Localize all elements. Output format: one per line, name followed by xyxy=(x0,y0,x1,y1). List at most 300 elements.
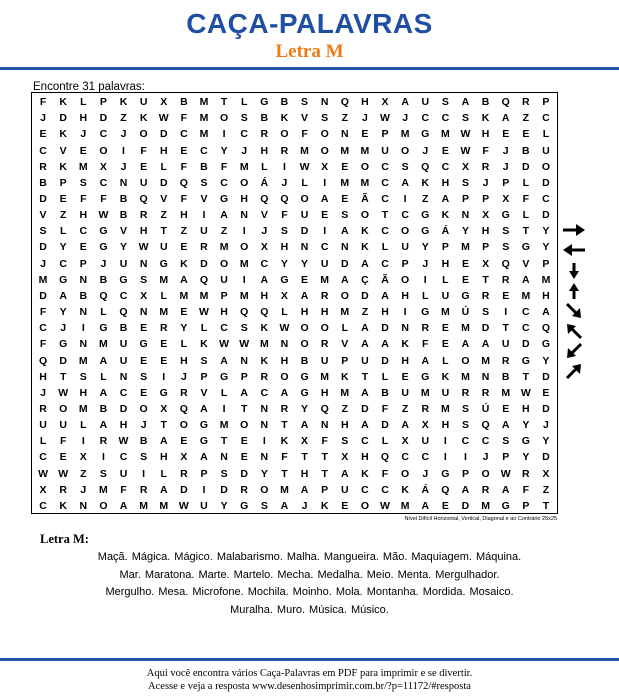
grid-cell: Y xyxy=(542,435,550,448)
grid-cell: X xyxy=(260,241,268,254)
grid-cell: W xyxy=(520,386,531,399)
grid-cell: B xyxy=(522,144,530,157)
grid-cell: A xyxy=(340,273,349,286)
grid-cell: E xyxy=(160,354,168,367)
grid-cell: R xyxy=(39,402,47,415)
grid-cell: O xyxy=(461,354,470,367)
grid-cell: M xyxy=(440,306,450,319)
grid-cell: B xyxy=(119,192,128,205)
grid-cell: H xyxy=(441,176,450,189)
word-list-line xyxy=(20,549,599,567)
grid-cell: K xyxy=(59,96,67,109)
grid-cell: A xyxy=(421,499,430,512)
grid-cell: K xyxy=(441,209,450,222)
grid-cell: T xyxy=(321,467,328,480)
grid-cell: N xyxy=(401,322,409,335)
grid-cell: B xyxy=(300,354,309,367)
grid-cell: U xyxy=(39,419,47,432)
grid-cell: V xyxy=(200,192,208,205)
grid-cell: S xyxy=(280,225,288,238)
grid-cell: N xyxy=(79,306,88,319)
grid-cell: T xyxy=(361,370,369,383)
grid-cell: R xyxy=(59,483,67,496)
grid-cell: O xyxy=(401,225,410,238)
word-list-line xyxy=(20,602,599,620)
grid-cell: M xyxy=(179,289,189,302)
grid-cell: X xyxy=(341,451,349,464)
grid-cell: S xyxy=(140,451,148,464)
grid-cell: X xyxy=(461,160,469,173)
grid-cell: C xyxy=(200,144,208,157)
grid-cell: H xyxy=(180,354,188,367)
grid-cell: E xyxy=(441,499,449,512)
grid-cell: I xyxy=(242,273,246,286)
grid-cell: A xyxy=(240,386,248,399)
grid-cell: Y xyxy=(301,402,309,415)
grid-cell: M xyxy=(400,128,410,141)
grid-cell: K xyxy=(441,370,450,383)
grid-cell: E xyxy=(401,370,409,383)
grid-cell: Z xyxy=(120,112,127,125)
grid-cell: U xyxy=(59,419,67,432)
grid-cell: M xyxy=(259,338,269,351)
grid-cell: Y xyxy=(542,354,550,367)
grid-cell: I xyxy=(222,402,226,415)
word-item: Mágica. xyxy=(131,551,171,563)
grid-cell: Y xyxy=(280,257,288,270)
grid-cell: K xyxy=(401,338,409,351)
grid-cell: M xyxy=(461,370,470,383)
word-list-heading: Letra M: xyxy=(40,532,89,546)
grid-cell: H xyxy=(280,241,289,254)
arrow-up-left-icon xyxy=(561,322,587,340)
grid-cell: F xyxy=(220,160,228,173)
grid-cell: K xyxy=(481,112,490,125)
grid-cell: A xyxy=(119,499,128,512)
grid-cell: R xyxy=(522,467,530,480)
grid-cell: E xyxy=(502,289,510,302)
grid-cell: F xyxy=(80,192,87,205)
grid-cell: D xyxy=(542,402,550,415)
grid-cell: R xyxy=(421,322,430,335)
grid-cell: A xyxy=(260,273,269,286)
grid-cell: B xyxy=(139,435,148,448)
grid-cell: A xyxy=(461,483,470,496)
grid-cell: E xyxy=(361,128,369,141)
grid-cell: E xyxy=(39,128,47,141)
grid-cell: E xyxy=(140,322,148,335)
grid-cell: O xyxy=(300,338,309,351)
grid-cell: I xyxy=(202,483,206,496)
grid-cell: P xyxy=(542,257,550,270)
grid-cell: I xyxy=(101,451,105,464)
grid-cell: T xyxy=(281,467,288,480)
grid-cell: Q xyxy=(541,322,551,335)
word-item: Moinho. xyxy=(292,586,332,598)
grid-cell: F xyxy=(422,338,429,351)
grid-cell: Ã xyxy=(381,273,389,286)
grid-cell: Q xyxy=(501,257,510,270)
grid-cell: M xyxy=(159,499,169,512)
grid-cell: I xyxy=(202,209,206,222)
grid-cell: V xyxy=(160,192,168,205)
page-subtitle: Letra M xyxy=(275,41,344,62)
grid-cell: D xyxy=(39,289,47,302)
grid-cell: E xyxy=(59,192,67,205)
word-item: Mola. xyxy=(335,586,363,598)
grid-cell: W xyxy=(299,160,310,173)
grid-cell: E xyxy=(301,273,309,286)
grid-cell: E xyxy=(140,354,148,367)
grid-cell: P xyxy=(461,192,469,205)
grid-cell: F xyxy=(522,483,530,496)
word-item: Mergulhador. xyxy=(435,568,500,581)
word-item: Muralha. xyxy=(230,603,273,616)
grid-cell: D xyxy=(39,192,47,205)
grid-cell: M xyxy=(199,289,209,302)
grid-cell: H xyxy=(320,386,329,399)
grid-cell: E xyxy=(522,128,530,141)
grid-cell: H xyxy=(522,402,530,415)
grid-cell: L xyxy=(301,176,308,189)
grid-cell: Z xyxy=(361,306,369,319)
grid-cell: A xyxy=(59,289,67,302)
word-item: Montanha. xyxy=(366,586,419,598)
grid-cell: K xyxy=(139,112,148,125)
grid-cell: M xyxy=(239,289,249,302)
grid-cell: G xyxy=(99,241,108,254)
grid-cell: L xyxy=(522,209,530,222)
grid-cell: M xyxy=(99,338,108,351)
grid-cell: P xyxy=(99,96,107,109)
grid-cell: M xyxy=(501,386,511,399)
grid-cell: F xyxy=(301,128,308,141)
grid-cell: U xyxy=(361,354,369,367)
grid-cell: J xyxy=(120,160,127,173)
grid-cell: G xyxy=(421,306,430,319)
grid-cell: G xyxy=(159,386,168,399)
grid-cell: Á xyxy=(260,176,269,189)
letter-grid xyxy=(33,94,556,514)
grid-cell: K xyxy=(340,370,349,383)
grid-cell: Y xyxy=(542,225,550,238)
grid-cell: P xyxy=(482,192,490,205)
grid-cell: U xyxy=(421,96,430,109)
word-item: Martelo. xyxy=(233,568,274,581)
grid-cell: F xyxy=(522,192,530,205)
grid-cell: X xyxy=(321,160,329,173)
grid-cell: C xyxy=(381,225,389,238)
grid-cell: B xyxy=(381,386,389,399)
grid-cell: V xyxy=(120,225,128,238)
grid-cell: C xyxy=(401,209,409,222)
grid-cell: A xyxy=(180,273,188,286)
grid-cell: G xyxy=(280,273,289,286)
grid-cell: X xyxy=(482,209,490,222)
grid-cell: N xyxy=(260,451,269,464)
grid-cell: H xyxy=(79,209,88,222)
grid-cell: Y xyxy=(120,241,128,254)
grid-cell: P xyxy=(401,257,409,270)
grid-cell: F xyxy=(180,192,188,205)
arrow-left-icon xyxy=(561,242,587,258)
grid-cell: G xyxy=(541,338,551,351)
grid-cell: O xyxy=(320,128,329,141)
grid-cell: P xyxy=(522,499,530,512)
grid-cell: V xyxy=(39,209,47,222)
grid-cell: H xyxy=(159,144,168,157)
grid-cell: D xyxy=(361,289,369,302)
grid-cell: C xyxy=(320,241,329,254)
grid-cell: F xyxy=(180,160,188,173)
grid-cell: M xyxy=(239,257,249,270)
grid-cell: M xyxy=(400,499,410,512)
grid-cell: B xyxy=(260,112,269,125)
grid-cell: X xyxy=(39,483,47,496)
grid-cell: M xyxy=(440,128,450,141)
grid-cell: R xyxy=(39,160,47,173)
grid-cell: I xyxy=(323,176,327,189)
grid-cell: G xyxy=(119,273,128,286)
grid-cell: X xyxy=(180,451,188,464)
grid-cell: R xyxy=(481,289,490,302)
grid-cell: K xyxy=(280,435,289,448)
grid-cell: S xyxy=(502,241,510,254)
word-item: Músico. xyxy=(350,603,389,616)
grid-cell: B xyxy=(39,176,47,189)
grid-cell: E xyxy=(140,160,148,173)
grid-cell: T xyxy=(220,435,228,448)
grid-cell: A xyxy=(421,354,430,367)
grid-cell: K xyxy=(320,499,329,512)
grid-cell: A xyxy=(361,338,369,351)
grid-cell: D xyxy=(340,257,349,270)
grid-cell: R xyxy=(280,402,289,415)
grid-cell: Q xyxy=(320,402,329,415)
word-item: Mergulho. xyxy=(105,586,155,598)
grid-cell: R xyxy=(481,483,490,496)
grid-cell: G xyxy=(421,128,430,141)
grid-cell: L xyxy=(381,370,389,383)
grid-cell: K xyxy=(59,128,67,141)
grid-cell: S xyxy=(461,402,469,415)
grid-cell: Q xyxy=(501,96,510,109)
grid-cell: K xyxy=(59,160,67,173)
grid-cell: S xyxy=(461,176,469,189)
grid-cell: H xyxy=(300,306,309,319)
grid-cell: G xyxy=(99,322,108,335)
grid-cell: J xyxy=(180,370,187,383)
grid-cell: M xyxy=(541,273,551,286)
grid-cell: H xyxy=(441,257,450,270)
grid-cell: I xyxy=(142,467,146,480)
grid-cell: H xyxy=(79,112,88,125)
word-item: Maquiagem. xyxy=(411,551,472,563)
grid-cell: K xyxy=(361,467,369,480)
grid-cell: V xyxy=(260,209,268,222)
grid-cell: Z xyxy=(80,467,87,480)
grid-cell: A xyxy=(481,338,490,351)
grid-cell: D xyxy=(542,370,550,383)
grid-cell: W xyxy=(158,112,169,125)
grid-cell: S xyxy=(401,160,409,173)
grid-cell: P xyxy=(502,451,510,464)
word-item: Mochila. xyxy=(247,586,289,598)
grid-cell: C xyxy=(59,257,67,270)
grid-cell: W xyxy=(380,499,390,512)
grid-cell: X xyxy=(421,419,429,432)
grid-cell: E xyxy=(180,144,188,157)
grid-cell: H xyxy=(320,306,329,319)
grid-cell: O xyxy=(240,176,249,189)
grid-cell: S xyxy=(79,370,87,383)
grid-cell: E xyxy=(180,241,188,254)
grid-cell: J xyxy=(482,176,489,189)
grid-cell: N xyxy=(119,176,128,189)
grid-cell: D xyxy=(381,322,389,335)
grid-cell: T xyxy=(160,225,167,238)
grid-cell: A xyxy=(280,499,289,512)
grid-cell: J xyxy=(120,128,127,141)
grid-cell: H xyxy=(180,209,188,222)
grid-cell: F xyxy=(39,306,47,319)
grid-cell: U xyxy=(441,289,450,302)
grid-cell: I xyxy=(423,273,427,286)
grid-cell: I xyxy=(504,306,508,319)
grid-cell: G xyxy=(159,257,168,270)
grid-cell: R xyxy=(200,241,208,254)
grid-cell: I xyxy=(443,451,447,464)
grid-cell: O xyxy=(300,322,309,335)
grid-cell: T xyxy=(220,96,228,109)
grid-cell: C xyxy=(260,386,269,399)
grid-cell: S xyxy=(99,467,107,480)
grid-cell: J xyxy=(422,257,429,270)
grid-cell: U xyxy=(441,386,450,399)
grid-cell: R xyxy=(180,386,188,399)
grid-cell: J xyxy=(502,160,509,173)
grid-cell: E xyxy=(79,144,87,157)
grid-cell: A xyxy=(200,451,208,464)
grid-cell: K xyxy=(200,338,208,351)
grid-cell: M xyxy=(38,273,48,286)
grid-cell: W xyxy=(500,467,511,480)
grid-cell: T xyxy=(381,209,389,222)
grid-cell: X xyxy=(482,257,490,270)
grid-cell: T xyxy=(522,370,530,383)
grid-cell: A xyxy=(461,338,470,351)
grid-cell: L xyxy=(442,354,449,367)
grid-cell: M xyxy=(461,322,470,335)
grid-cell: K xyxy=(401,483,409,496)
grid-cell: O xyxy=(340,289,349,302)
grid-cell: S xyxy=(341,435,349,448)
grid-cell: O xyxy=(360,209,369,222)
grid-cell: S xyxy=(39,225,47,238)
grid-cell: W xyxy=(38,467,49,480)
grid-cell: E xyxy=(441,144,449,157)
grid-cell: U xyxy=(401,241,409,254)
grid-cell: Á xyxy=(441,225,450,238)
word-item: Muro. xyxy=(276,603,306,616)
arrow-down-right-icon xyxy=(561,302,587,320)
grid-cell: E xyxy=(240,451,248,464)
grid-cell: O xyxy=(139,128,148,141)
grid-cell: P xyxy=(200,467,208,480)
grid-cell: M xyxy=(461,241,470,254)
grid-cell: Q xyxy=(240,306,249,319)
grid-cell: I xyxy=(162,370,166,383)
grid-cell: F xyxy=(120,483,127,496)
grid-cell: I xyxy=(242,225,246,238)
grid-cell: T xyxy=(321,451,328,464)
grid-cell: H xyxy=(381,306,389,319)
grid-cell: C xyxy=(381,160,389,173)
grid-cell: F xyxy=(39,96,47,109)
grid-cell: C xyxy=(39,451,47,464)
grid-cell: F xyxy=(321,435,328,448)
grid-cell: E xyxy=(441,338,449,351)
grid-cell: Y xyxy=(542,241,550,254)
grid-cell: S xyxy=(321,112,329,125)
grid-cell: Ã xyxy=(361,192,369,205)
grid-cell: A xyxy=(320,192,329,205)
grid-cell: G xyxy=(300,370,309,383)
grid-cell: X xyxy=(140,289,148,302)
grid-cell: L xyxy=(100,306,107,319)
grid-cell: S xyxy=(301,96,309,109)
grid-cell: O xyxy=(320,144,329,157)
grid-cell: A xyxy=(361,257,369,270)
grid-cell: D xyxy=(461,499,470,512)
grid-cell: X xyxy=(542,467,550,480)
grid-cell: G xyxy=(421,209,430,222)
grid-cell: C xyxy=(542,112,550,125)
grid-cell: J xyxy=(281,176,288,189)
grid-cell: C xyxy=(99,128,108,141)
grid-cell: G xyxy=(220,192,229,205)
grid-cell: G xyxy=(421,370,430,383)
grid-cell: Z xyxy=(422,192,429,205)
grid-cell: S xyxy=(200,354,208,367)
grid-cell: D xyxy=(99,112,108,125)
grid-cell: V xyxy=(59,144,67,157)
grid-cell: B xyxy=(280,96,289,109)
grid-cell: U xyxy=(139,176,148,189)
grid-cell: Y xyxy=(421,241,429,254)
grid-cell: R xyxy=(320,289,329,302)
word-list-line xyxy=(20,584,599,602)
grid-cell: Q xyxy=(99,289,108,302)
grid-cell: C xyxy=(180,128,188,141)
grid-cell: H xyxy=(441,419,450,432)
word-item: Máquina. xyxy=(475,551,522,563)
grid-cell: U xyxy=(501,338,510,351)
grid-cell: E xyxy=(461,273,469,286)
grid-cell: J xyxy=(402,112,409,125)
top-divider xyxy=(0,67,619,70)
grid-cell: H xyxy=(401,354,409,367)
grid-cell: A xyxy=(340,225,349,238)
grid-cell: G xyxy=(441,467,450,480)
grid-cell: A xyxy=(220,209,228,222)
grid-cell: S xyxy=(502,225,510,238)
grid-cell: E xyxy=(79,241,87,254)
grid-cell: G xyxy=(521,435,530,448)
word-item: Malabarismo. xyxy=(216,551,283,563)
grid-cell: O xyxy=(280,370,289,383)
grid-cell: F xyxy=(482,144,489,157)
